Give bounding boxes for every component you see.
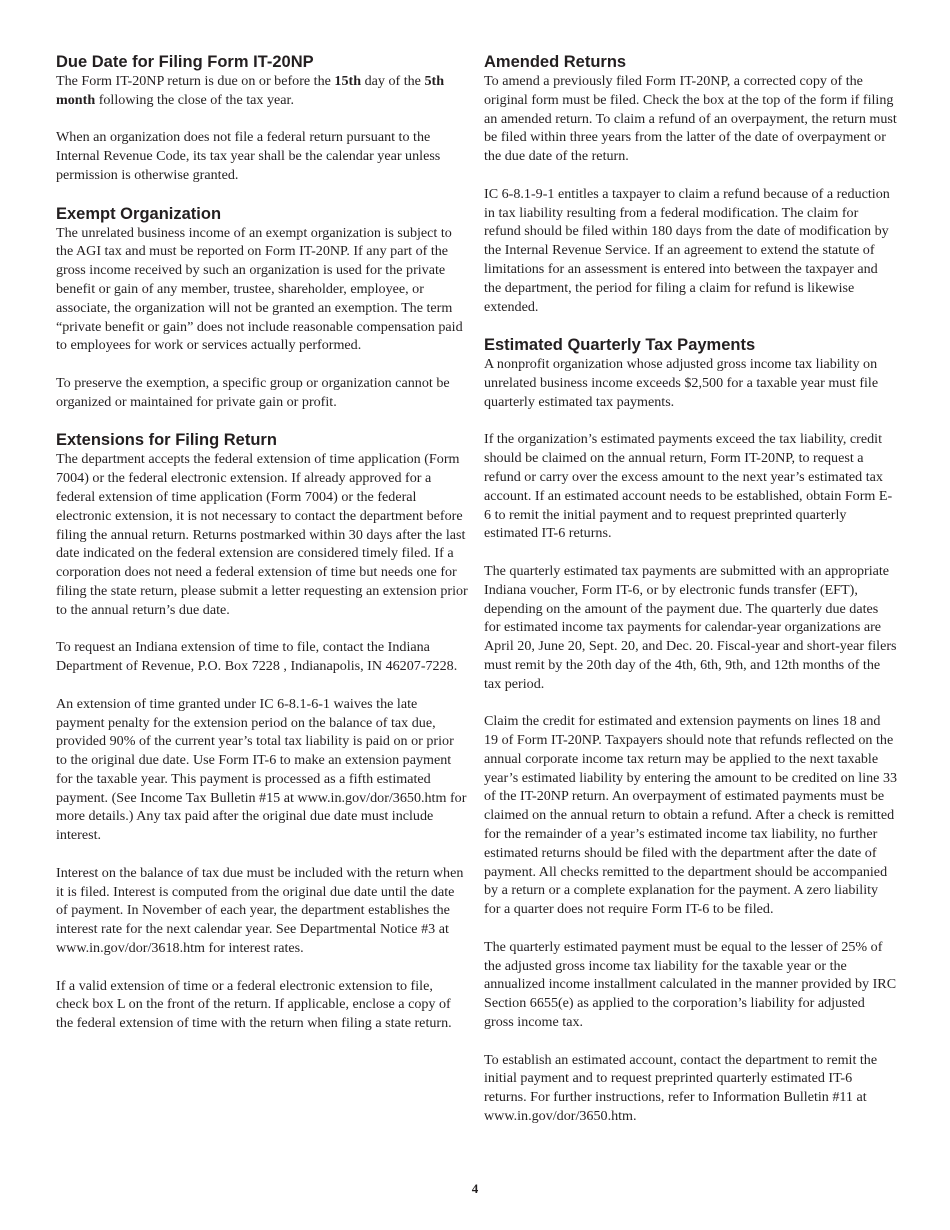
exempt-paragraph-1: The unrelated business income of an exempt organization is subject to the AGI tax and must be reported on Form IT-20NP. If any part of the gross income received by such an organization is used for the private benefit or gain of any member, trustee, shareholder, employee, or associate, the organization will not be granted an exemption. The term “private benefit or gain” does not include reasonable compensation paid to employees for work or services actually performed. <box>56 224 463 354</box>
exempt-paragraph-2: To preserve the exemption, a specific group or organization cannot be organized or maintained for private gain or profit. <box>56 374 450 410</box>
estimated-section <box>484 335 898 1126</box>
estimated-paragraph-5: The quarterly estimated payment must be equal to the lesser of 25% of the adjusted gross income tax liability for the taxable year or the annualized income installment calculated in the manner provided by IRC Section 6655(e) as applied to the corporation’s liability for adjusted gross income tax. <box>484 938 897 1031</box>
estimated-paragraph-2: If the organization’s estimated payments exceed the tax liability, credit should be claimed on the annual return, Form IT-20NP, to request a refund or carry over the excess amount to the next year’s estimated tax account. If an estimated account needs to be established, obtain Form E-6 to remit the initial payment and to request preprinted quarterly estimated IT-6 returns. <box>484 431 893 542</box>
amended-heading: Amended Returns <box>484 53 627 71</box>
estimated-paragraph-1: A nonprofit organization whose adjusted gross income tax liability on unrelated business income exceeds $2,500 for a taxable year must file quarterly estimated tax payments. <box>484 356 879 410</box>
estimated-paragraph-6: To establish an estimated account, contact the department to remit the initial payment and to request preprinted quarterly estimated IT-6 returns. For further instructions, refer to Information Bulletin #11 at www.in.gov/dor/3650.htm. <box>484 1051 878 1125</box>
extensions-paragraph-1: The department accepts the federal extension of time application (Form 7004) or the federal electronic extension. If already approved for a federal extension of time application (Form 7004) or the federal electronic extension, it is not necessary to contact the department before filing the annual return. Returns postmarked within 30 days after the last date indicated on the federal extension are considered timely filed. If a corporation does not need a federal extension of time but needs one for filing the state return, please submit a letter requesting an extension prior to the annual return’s due date. <box>56 451 468 618</box>
estimated-heading: Estimated Quarterly Tax Payments <box>484 336 756 355</box>
exempt-heading: Exempt Organization <box>56 204 222 223</box>
right-column <box>484 52 898 1145</box>
estimated-paragraph-4: Claim the credit for estimated and extension payments on lines 18 and 19 of Form IT-20NP. Taxpayers should note that refunds reflected on the annual corporate income tax return may be applied to the next taxable year’s estimated liability by entering the amount to be credited on line 33 of the IT-20NP return. An overpayment of estimated payments must be claimed on the annual return to obtain a refund. After a check is remitted for the remainder of a year’s estimated income tax liability, no further estimated returns should be filed with the department after the date of payment. All checks remitted to the department should be accompanied by a return or a complete explanation for the payment. A zero liability for a quarter does not require Form IT-6 to be filed. <box>484 713 898 918</box>
bold-5th-month: 5th month <box>56 73 445 108</box>
exempt-section <box>56 204 468 412</box>
page-number: 4 <box>471 1181 479 1196</box>
extensions-heading: Extensions for Filing Return <box>56 431 277 450</box>
due-date-heading: Due Date for Filing Form IT-20NP <box>56 53 314 71</box>
text-run: day of the <box>361 73 425 89</box>
estimated-paragraph-3: The quarterly estimated tax payments are submitted with an appropriate Indiana voucher, Form IT-6, or by electronic funds transfer (EFT), depending on the amount of the payment due. The quarterly due dates for estimated income tax payments for calendar-year organizations are April 20, June 20, Sept. 20, and Dec. 20. Fiscal-year and short-year filers must remit by the 20th day of the 4th, 6th, 9th, and 12th months of the tax period. <box>484 562 897 692</box>
due-date-paragraph-2: When an organization does not file a federal return pursuant to the Internal Revenue Code, its tax year shall be the calendar year unless permission is otherwise granted. <box>56 129 441 183</box>
amended-paragraph-1: To amend a previously filed Form IT-20NP, a corrected copy of the original form must be filed. Check the box at the top of the form if filing an amended return. To claim a refund of an overpayment, the return must be filed within three years from the latter of the date of overpayment or the due date of the return. <box>484 73 897 165</box>
text-run: The Form IT-20NP return is due on or before the <box>56 73 335 89</box>
due-date-section <box>56 52 468 185</box>
left-column <box>56 52 468 1052</box>
extensions-paragraph-5: If a valid extension of time or a federal electronic extension to file, check box L on the front of the return. If applicable, enclose a copy of the federal extension of time with the return when filing a state return. <box>56 977 452 1032</box>
extensions-paragraph-4: Interest on the balance of tax due must be included with the return when it is filed. Interest is computed from the original due date until the date of payment. In November of each year, the department establishes the interest rate for the next calendar year. See Departmental Notice #3 at www.in.gov/dor/3618.htm for interest rates. <box>56 864 464 957</box>
amended-paragraph-2: IC 6-8.1-9-1 entitles a taxpayer to claim a refund because of a reduction in tax liability resulting from a federal modification. The claim for refund should be filed within 180 days from the date of modification by the Internal Revenue Service. If an agreement to extend the statute of limitations for an assessment is entered into between the taxpayer and the department, the period for filing a claim for refund is likewise extended. <box>484 185 890 315</box>
extensions-paragraph-3: An extension of time granted under IC 6-8.1-6-1 waives the late payment penalty for the extension period on the balance of tax due, provided 90% of the current year’s total tax liability is paid on or prior to the original due date. Use Form IT-6 to make an extension payment for the taxable year. This payment is processed as a fifth estimated payment. (See Income Tax Bulletin #15 at www.in.gov/dor/3650.htm for more details.) Any tax paid after the original due date must include interest. <box>56 695 467 844</box>
bold-15th: 15th <box>334 73 362 89</box>
text-run: following the close of the tax year. <box>95 91 294 108</box>
due-date-paragraph-1 <box>56 72 468 110</box>
amended-section <box>484 52 898 316</box>
extensions-paragraph-2: To request an Indiana extension of time to file, contact the Indiana Department of Revenue, P.O. Box 7228 , Indianapolis, IN 46207-7228. <box>56 639 458 675</box>
extensions-section <box>56 430 468 1033</box>
